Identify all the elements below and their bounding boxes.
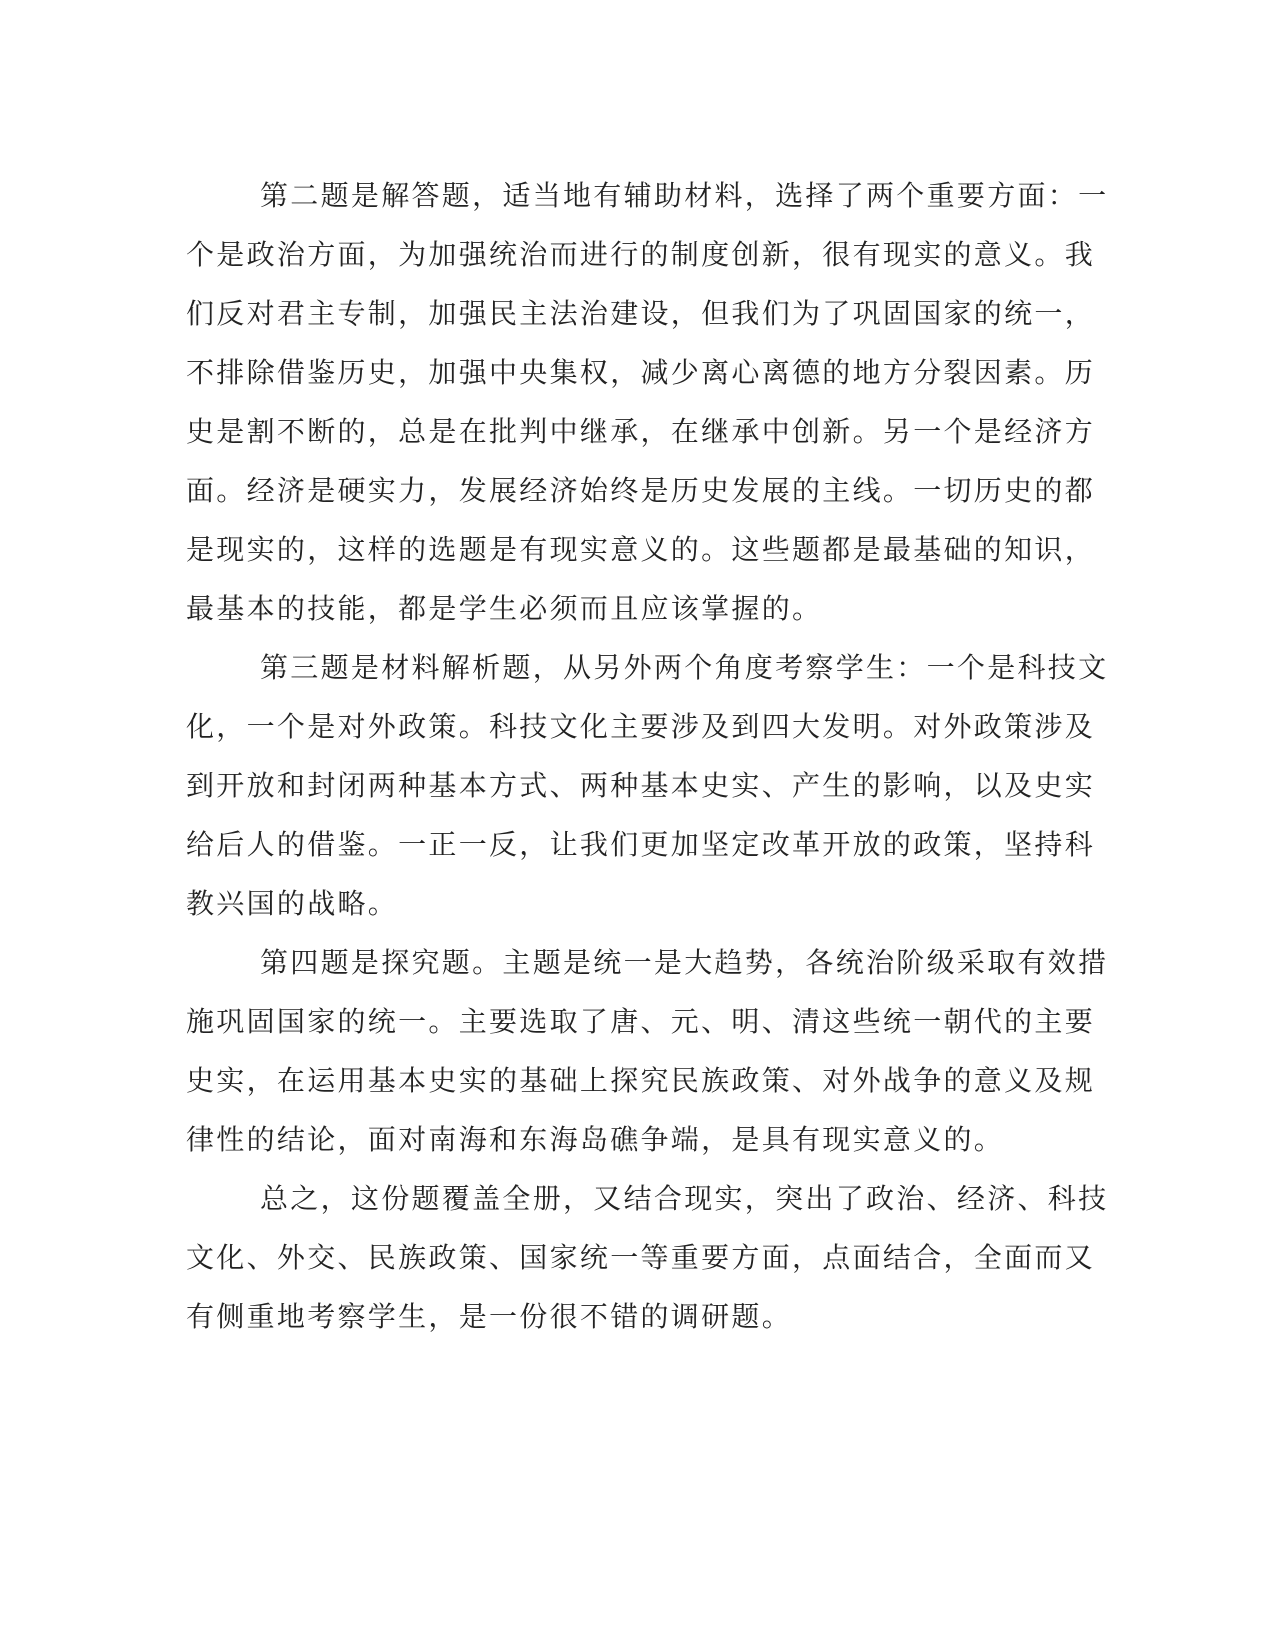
text-line: 史是割不断的，总是在批判中继承，在继承中创新。另一个是经济方 (186, 415, 1096, 448)
paragraph-3 (186, 638, 1109, 933)
text-line: 是现实的，这样的选题是有现实意义的。这些题都是最基础的知识， (186, 533, 1096, 566)
text-line: 给后人的借鉴。一正一反，让我们更加坚定改革开放的政策，坚持科 (186, 828, 1096, 861)
text-line: 律性的结论，面对南海和东海岛礁争端，是具有现实意义的。 (186, 1123, 1005, 1156)
paragraph-2 (186, 166, 1109, 638)
text-line: 第二题是解答题，适当地有辅助材料，选择了两个重要方面：一 (260, 179, 1109, 212)
text-line: 总之，这份题覆盖全册，又结合现实，突出了政治、经济、科技 (260, 1182, 1109, 1215)
text-line: 文化、外交、民族政策、国家统一等重要方面，点面结合，全面而又 (186, 1241, 1096, 1274)
text-line: 最基本的技能，都是学生必须而且应该掌握的。 (186, 592, 823, 625)
text-line: 施巩固国家的统一。主要选取了唐、元、明、清这些统一朝代的主要 (186, 1005, 1096, 1038)
text-line: 化，一个是对外政策。科技文化主要涉及到四大发明。对外政策涉及 (186, 710, 1096, 743)
text-line: 有侧重地考察学生，是一份很不错的调研题。 (186, 1300, 793, 1333)
paragraph-summary (186, 1169, 1109, 1346)
text-line: 们反对君主专制，加强民主法治建设，但我们为了巩固国家的统一， (186, 297, 1096, 330)
text-line: 面。经济是硬实力，发展经济始终是历史发展的主线。一切历史的都 (186, 474, 1096, 507)
text-line: 不排除借鉴历史，加强中央集权，减少离心离德的地方分裂因素。历 (186, 356, 1096, 389)
text-line: 第三题是材料解析题，从另外两个角度考察学生：一个是科技文 (260, 651, 1109, 684)
text-line: 第四题是探究题。主题是统一是大趋势，各统治阶级采取有效措 (260, 946, 1109, 979)
text-line: 到开放和封闭两种基本方式、两种基本史实、产生的影响，以及史实 (186, 769, 1096, 802)
text-line: 个是政治方面，为加强统治而进行的制度创新，很有现实的意义。我 (186, 238, 1096, 271)
body-text (186, 166, 1109, 1346)
text-line: 史实，在运用基本史实的基础上探究民族政策、对外战争的意义及规 (186, 1064, 1096, 1097)
text-line: 教兴国的战略。 (186, 887, 399, 920)
paragraph-4 (186, 933, 1109, 1169)
